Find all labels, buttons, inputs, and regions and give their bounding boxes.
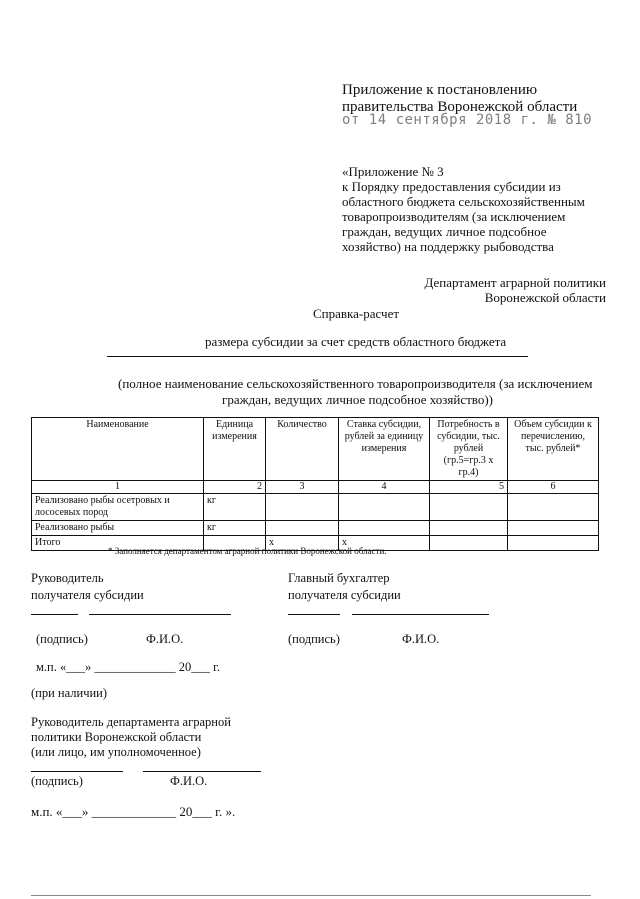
subsidy-calculation-table [31, 417, 599, 551]
column-number: 3 [266, 481, 339, 494]
seal-date-line-final: м.п. «___» _____________ 20___ г. ». [31, 804, 236, 819]
accountant-fio-line[interactable] [352, 614, 489, 615]
table-header-cell: Ставка субсидии, рублей за единицу измерения [339, 418, 430, 481]
appendix-title-line1: Приложение к постановлению [342, 82, 538, 98]
dept-head-fio-line[interactable] [143, 771, 261, 772]
date-number-stamp: от 14 сентября 2018 г. № 810 [342, 112, 593, 128]
table-column-numbers-row [32, 481, 599, 494]
table-cell[interactable] [339, 521, 430, 536]
head-fio-label: Ф.И.О. [146, 632, 184, 646]
table-footnote: * Заполняется департаментом аграрной политики Воронежской области. [108, 546, 387, 556]
dept-head-fio-label: Ф.И.О. [170, 774, 208, 788]
table-cell[interactable] [430, 521, 508, 536]
table-header-cell: Количество [266, 418, 339, 481]
head-sign-label: (подпись) [36, 632, 88, 646]
appendix3-line: к Порядку предоставления субсидии из [342, 179, 561, 194]
dept-head-signature-line[interactable] [31, 771, 123, 772]
accountant-title-line1: Главный бухгалтер [288, 571, 390, 585]
department-line1: Департамент аграрной политики [424, 275, 606, 290]
table-cell[interactable] [430, 536, 508, 551]
appendix3-line: граждан, ведущих личное подсобное [342, 224, 547, 239]
dept-head-sign-label: (подпись) [31, 774, 83, 788]
seal-date-line: м.п. «___» _____________ 20___ г. [36, 660, 220, 674]
producer-caption-line2: граждан, ведущих личное подсобное хозяйство)) [222, 392, 493, 407]
appendix3-line: областного бюджета сельскохозяйственным [342, 194, 585, 209]
table-header-row [32, 418, 599, 481]
appendix3-block [342, 164, 602, 254]
table-header-cell: Единица измерения [204, 418, 266, 481]
column-number: 4 [339, 481, 430, 494]
column-number: 5 [430, 481, 508, 494]
table-cell: Реализовано рыбы [32, 521, 204, 536]
table-cell: х [266, 536, 339, 551]
head-fio-line[interactable] [89, 614, 231, 615]
document-subtitle: размера субсидии за счет средств областного бюджета [205, 334, 507, 349]
table-cell: кг [204, 494, 266, 521]
table-cell[interactable] [430, 494, 508, 521]
producer-name-line[interactable] [107, 356, 528, 357]
accountant-sign-label: (подпись) [288, 632, 340, 646]
table-cell: Итого [32, 536, 204, 551]
page-bottom-line [31, 895, 591, 896]
accountant-title-line2: получателя субсидии [288, 588, 401, 602]
table-header-cell: Потребность в субсидии, тыс. рублей (гр.5=гр.3 х гр.4) [430, 418, 508, 481]
column-number: 6 [508, 481, 599, 494]
appendix3-line: «Приложение № 3 [342, 164, 444, 179]
document-title: Справка-расчет [313, 306, 400, 321]
producer-caption-line1: (полное наименование сельскохозяйственного товаропроизводителя (за исключением [118, 376, 593, 391]
accountant-signature-line[interactable] [288, 614, 340, 615]
appendix-title-line2: правительства Воронежской области [342, 99, 578, 115]
column-number: 2 [204, 481, 266, 494]
head-title-line2: получателя субсидии [31, 588, 144, 602]
seal-note: (при наличии) [31, 686, 108, 700]
head-signature-line[interactable] [31, 614, 78, 615]
table-cell[interactable] [508, 521, 599, 536]
table-cell[interactable] [508, 536, 599, 551]
table-row [32, 521, 599, 536]
table-cell[interactable] [266, 521, 339, 536]
table-cell: Реализовано рыбы осетровых и лососевых пород [32, 494, 204, 521]
column-number: 1 [32, 481, 204, 494]
department-block [346, 275, 606, 305]
table-header-cell: Наименование [32, 418, 204, 481]
table-cell[interactable] [266, 494, 339, 521]
department-line2: Воронежской области [484, 290, 606, 305]
table-header-cell: Объем субсидии к перечислению, тыс. рублей* [508, 418, 599, 481]
dept-head-title-line3: (или лицо, им уполномоченное) [31, 745, 201, 759]
table-cell[interactable] [339, 494, 430, 521]
appendix3-line: хозяйство) на поддержку рыбоводства [342, 239, 554, 254]
head-title-line1: Руководитель [31, 571, 104, 585]
table-cell: х [339, 536, 430, 551]
appendix3-line: товаропроизводителям (за исключением [342, 209, 566, 224]
accountant-fio-label: Ф.И.О. [402, 632, 440, 646]
table-cell[interactable] [508, 494, 599, 521]
dept-head-title-line1: Руководитель департамента аграрной [31, 715, 231, 729]
table-row [32, 494, 599, 521]
dept-head-title-line2: политики Воронежской области [31, 730, 202, 744]
table-cell: кг [204, 521, 266, 536]
